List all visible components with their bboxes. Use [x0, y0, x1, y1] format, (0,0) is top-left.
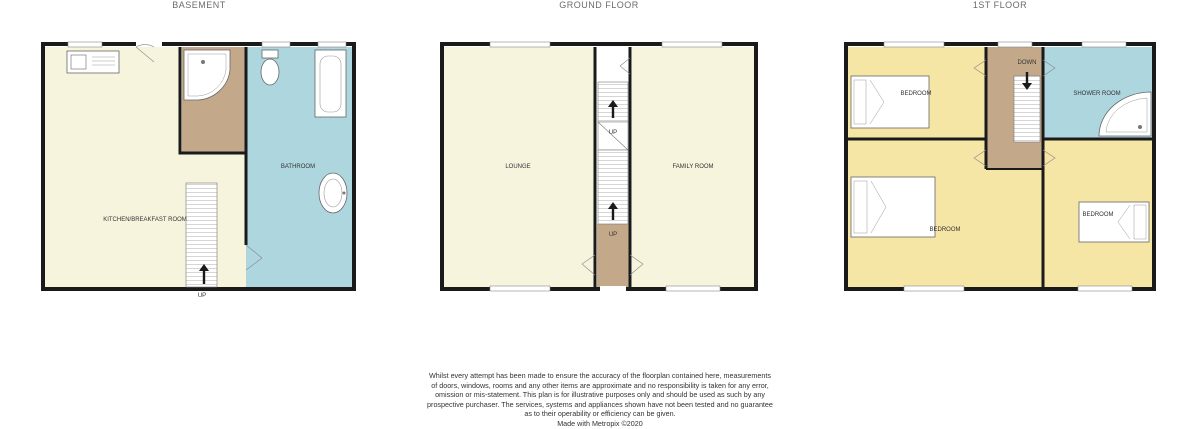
bed-icon-2 [851, 177, 935, 237]
basement-window-3 [318, 42, 346, 47]
ground-staircase [598, 82, 628, 224]
bed-icon-1 [851, 76, 932, 128]
bedroom1-window [884, 42, 944, 47]
lounge-label: LOUNGE [505, 164, 531, 170]
toilet-icon [261, 50, 279, 85]
shower-window [1082, 42, 1126, 47]
front-door-gap [600, 286, 626, 291]
landing-window [998, 42, 1032, 47]
sink-icon [67, 51, 119, 73]
bath-icon [315, 50, 346, 117]
kitchen-label: KITCHEN/BREAKFAST ROOM [103, 217, 187, 223]
basement-staircase [186, 183, 217, 287]
disclaimer [395, 371, 805, 429]
first-staircase [1014, 72, 1040, 142]
bedroom3-window [1078, 286, 1132, 291]
disclaimer-line: omission or mis-statement. This plan is for illustrative purposes only and should be used as such by any [435, 390, 765, 400]
basement-window-1 [68, 42, 102, 47]
ground-stair-label-upper: UP [608, 130, 618, 136]
family-window-front [666, 286, 720, 291]
disclaimer-line: Whilst every attempt has been made to ensure the accuracy of the floorplan contained here, measurements [429, 371, 771, 380]
first-floor-plan [846, 42, 1154, 291]
bedroom2-window [904, 286, 964, 291]
basement-window-2 [262, 42, 290, 47]
lounge-window [490, 42, 550, 47]
bedroom3-label: BEDROOM [1082, 212, 1114, 218]
disclaimer-line: as to their operability or efficiency can be given. [524, 409, 676, 419]
bedroom2-label: BEDROOM [929, 227, 961, 233]
metropix-credit: Made with Metropix ©2020 [557, 418, 643, 428]
bedroom1-label: BEDROOM [900, 91, 932, 97]
basement-title: BASEMENT [172, 0, 226, 10]
first-stair-label: DOWN [1017, 60, 1037, 66]
basement-door-gap [136, 42, 162, 47]
family-window [662, 42, 722, 47]
shower-room-label: SHOWER ROOM [1073, 91, 1121, 97]
disclaimer-line: of doors, windows, rooms and any other items are approximate and no responsibility is taken for any error, [431, 380, 769, 390]
family-room-label: FAMILY ROOM [672, 164, 714, 170]
basement-stair-label: UP [197, 293, 207, 299]
first-floor-title: 1ST FLOOR [972, 0, 1028, 10]
bed-icon-3 [1079, 202, 1149, 242]
bathroom-label: BATHROOM [280, 164, 316, 170]
lounge-window-front [490, 286, 550, 291]
ground-stair-label-lower: UP [608, 232, 618, 238]
basin-icon [319, 173, 347, 213]
ground-floor-title: GROUND FLOOR [559, 0, 639, 10]
disclaimer-line: prospective purchaser. The services, systems and appliances shown have not been tested and no guarantee [427, 399, 773, 409]
